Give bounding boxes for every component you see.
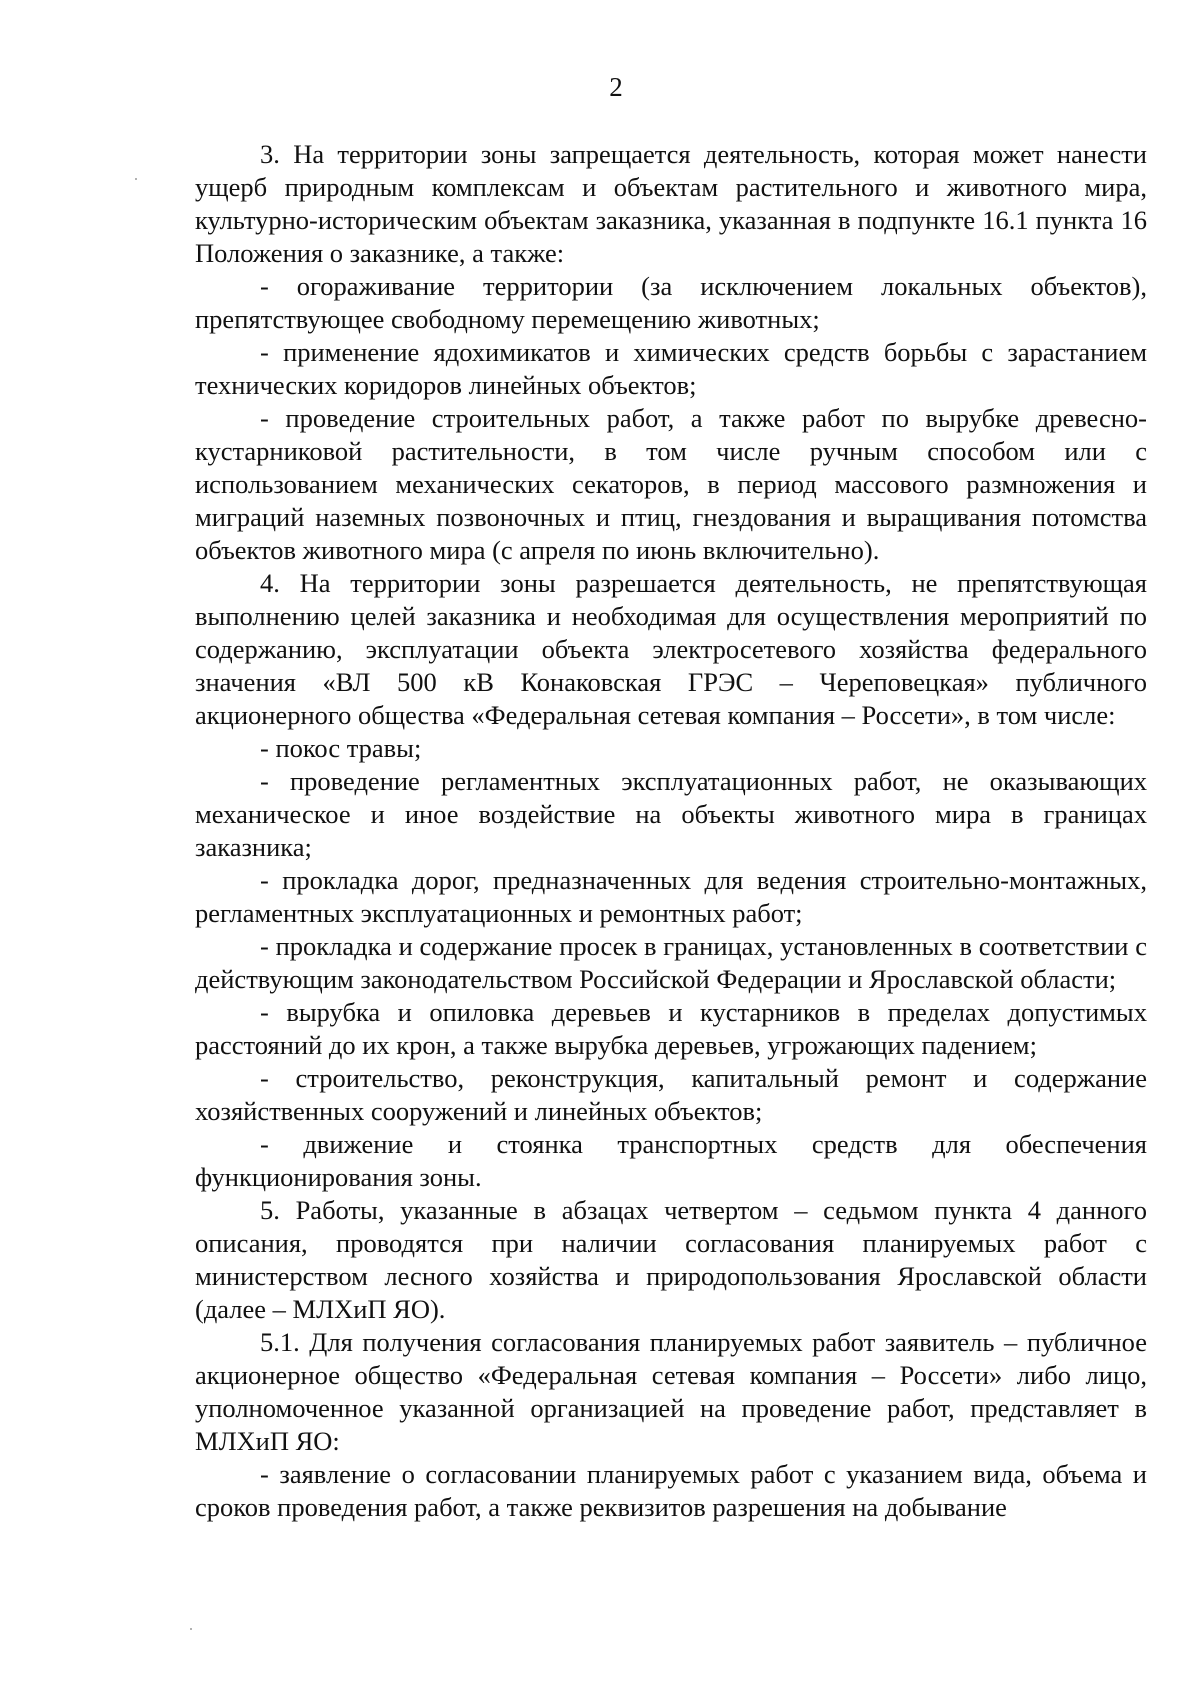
list-item-fencing: - огораживание территории (за исключением локальных объектов), препятствующее свободному перемещению животных; xyxy=(195,271,1147,334)
list-item-vehicles: - движение и стоянка транспортных средств для обеспечения функционирования зоны. xyxy=(195,1129,1147,1192)
document-body xyxy=(195,138,1147,1524)
list-item-roads: - прокладка дорог, предназначенных для ведения строительно-монтажных, регламентных эксплуатационных и ремонтных работ; xyxy=(195,865,1147,928)
paragraph-3: 3. На территории зоны запрещается деятельность, которая может нанести ущерб природным комплексам и объектам растительного и животного мира, культурно-историческим объектам заказника, указанная в подпункте 16.1 пункта 16 Положения о заказнике, а также: xyxy=(195,139,1147,268)
page-number: 2 xyxy=(609,72,623,102)
list-item-application: - заявление о согласовании планируемых работ с указанием вида, объема и сроков проведения работ, а также реквизитов разрешения на добывание xyxy=(195,1459,1147,1522)
paragraph-4: 4. На территории зоны разрешается деятельность, не препятствующая выполнению целей заказника и необходимая для осуществления мероприятий по содержанию, эксплуатации объекта электросетевого хозяйства федерального значения «ВЛ 500 кВ Конаковская ГРЭС – Череповецкая» публичного акционерного общества «Федеральная сетевая компания – Россети», в том числе: xyxy=(195,568,1147,730)
scan-speck xyxy=(190,1628,192,1630)
list-item-construction-works: - проведение строительных работ, а также работ по вырубке древесно-кустарниковой растительности, в том числе ручным способом или с использованием механических секаторов, в период массового размножения и миграций наземных позвоночных и птиц, гнездования и выращивания потомства объектов животного мира (с апреля по июнь включительно). xyxy=(195,403,1147,565)
paragraph-5: 5. Работы, указанные в абзацах четвертом – седьмом пункта 4 данного описания, проводятся при наличии согласования планируемых работ с министерством лесного хозяйства и природопользования Ярославской области (далее – МЛХиП ЯО). xyxy=(195,1195,1147,1324)
scan-speck xyxy=(135,178,137,180)
list-item-tree-cutting: - вырубка и опиловка деревьев и кустарников в пределах допустимых расстояний до их крон, а также вырубка деревьев, угрожающих падением; xyxy=(195,997,1147,1060)
list-item-maintenance-works: - проведение регламентных эксплуатационных работ, не оказывающих механическое и иное воздействие на объекты животного мира в границах заказника; xyxy=(195,766,1147,862)
list-item-clearings: - прокладка и содержание просек в границах, установленных в соответствии с действующим законодательством Российской Федерации и Ярославской области; xyxy=(195,931,1147,994)
list-item-mowing: - покос травы; xyxy=(260,733,422,763)
paragraph-5-1: 5.1. Для получения согласования планируемых работ заявитель – публичное акционерное общество «Федеральная сетевая компания – Россети» либо лицо, уполномоченное указанной организацией на проведение работ, представляет в МЛХиП ЯО: xyxy=(195,1327,1147,1456)
list-item-pesticides: - применение ядохимикатов и химических средств борьбы с зарастанием технических коридоров линейных объектов; xyxy=(195,337,1147,400)
list-item-structures: - строительство, реконструкция, капитальный ремонт и содержание хозяйственных сооружений и линейных объектов; xyxy=(195,1063,1147,1126)
